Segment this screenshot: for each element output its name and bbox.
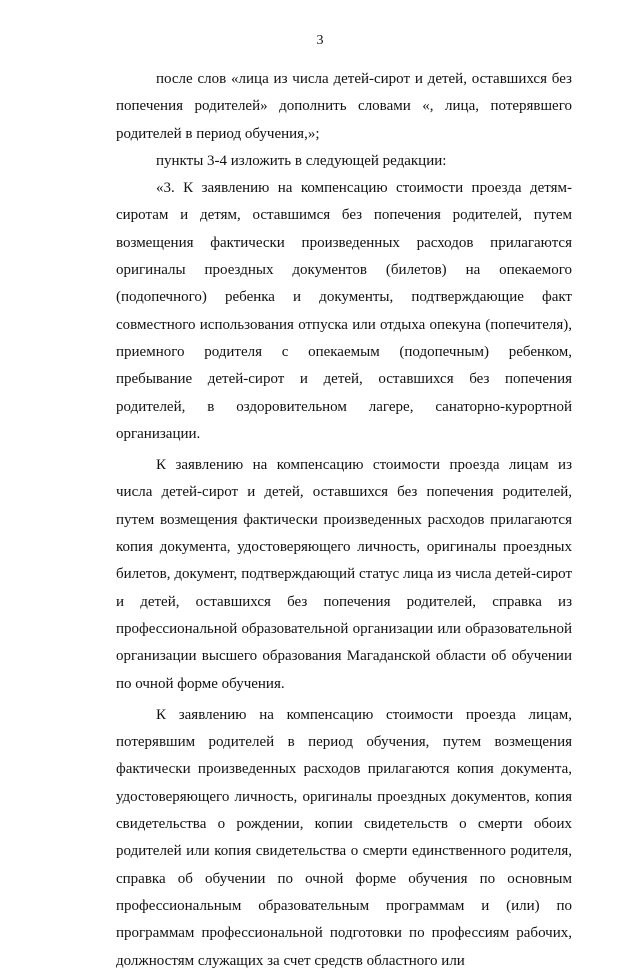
page-number: 3 <box>316 33 324 48</box>
document-body <box>116 66 572 975</box>
paragraph-amendment: после слов «лица из числа детей-сирот и детей, оставшихся без попечения родителей» дополнить словами «, лица, потерявшего родителей в период обучения,»; <box>116 71 572 142</box>
paragraph-orphans-compensation: К заявлению на компенсацию стоимости проезда лицам из числа детей-сирот и детей, оставшихся без попечения родителей, путем возмещения фактически произведенных расходов прилагаются копия документа, удостоверяющего личность, оригиналы проездных билетов, документ, подтверждающий статус лица из числа детей-сирот и детей, оставшихся без попечения родителей, справка из профессиональной образовательной организации или образовательной организации высшего образования Магаданской области об обучении по очной форме обучения. <box>116 457 572 692</box>
paragraph-points-intro: пункты 3-4 изложить в следующей редакции: <box>156 152 447 169</box>
paragraph-point-3: «3. К заявлению на компенсацию стоимости проезда детям-сиротам и детям, оставшимся без попечения родителей, путем возмещения фактически произведенных расходов прилагаются оригиналы проездных документов (билетов) на опекаемого (подопечного) ребенка и документы, подтверждающие факт совместного использования отпуска или отдыха опекуна (попечителя), приемного родителя с опекаемым (подопечным) ребенком, пребывание детей-сирот и детей, оставшихся без попечения родителей, в оздоровительном лагере, санаторно-курортной организации. <box>116 180 572 442</box>
paragraph-lost-parents-compensation: К заявлению на компенсацию стоимости проезда лицам, потерявшим родителей в период обучения, путем возмещения фактически произведенных расходов прилагаются копия документа, удостоверяющего личность, оригиналы проездных документов, копия свидетельства о рождении, копии свидетельств о смерти обоих родителей или копия свидетельства о смерти единственного родителя, справка об обучении по очной форме обучения по основным профессиональным образовательным программам и (или) по программам профессиональной подготовки по профессиям рабочих, должностям служащих за счет средств областного или <box>116 706 572 969</box>
